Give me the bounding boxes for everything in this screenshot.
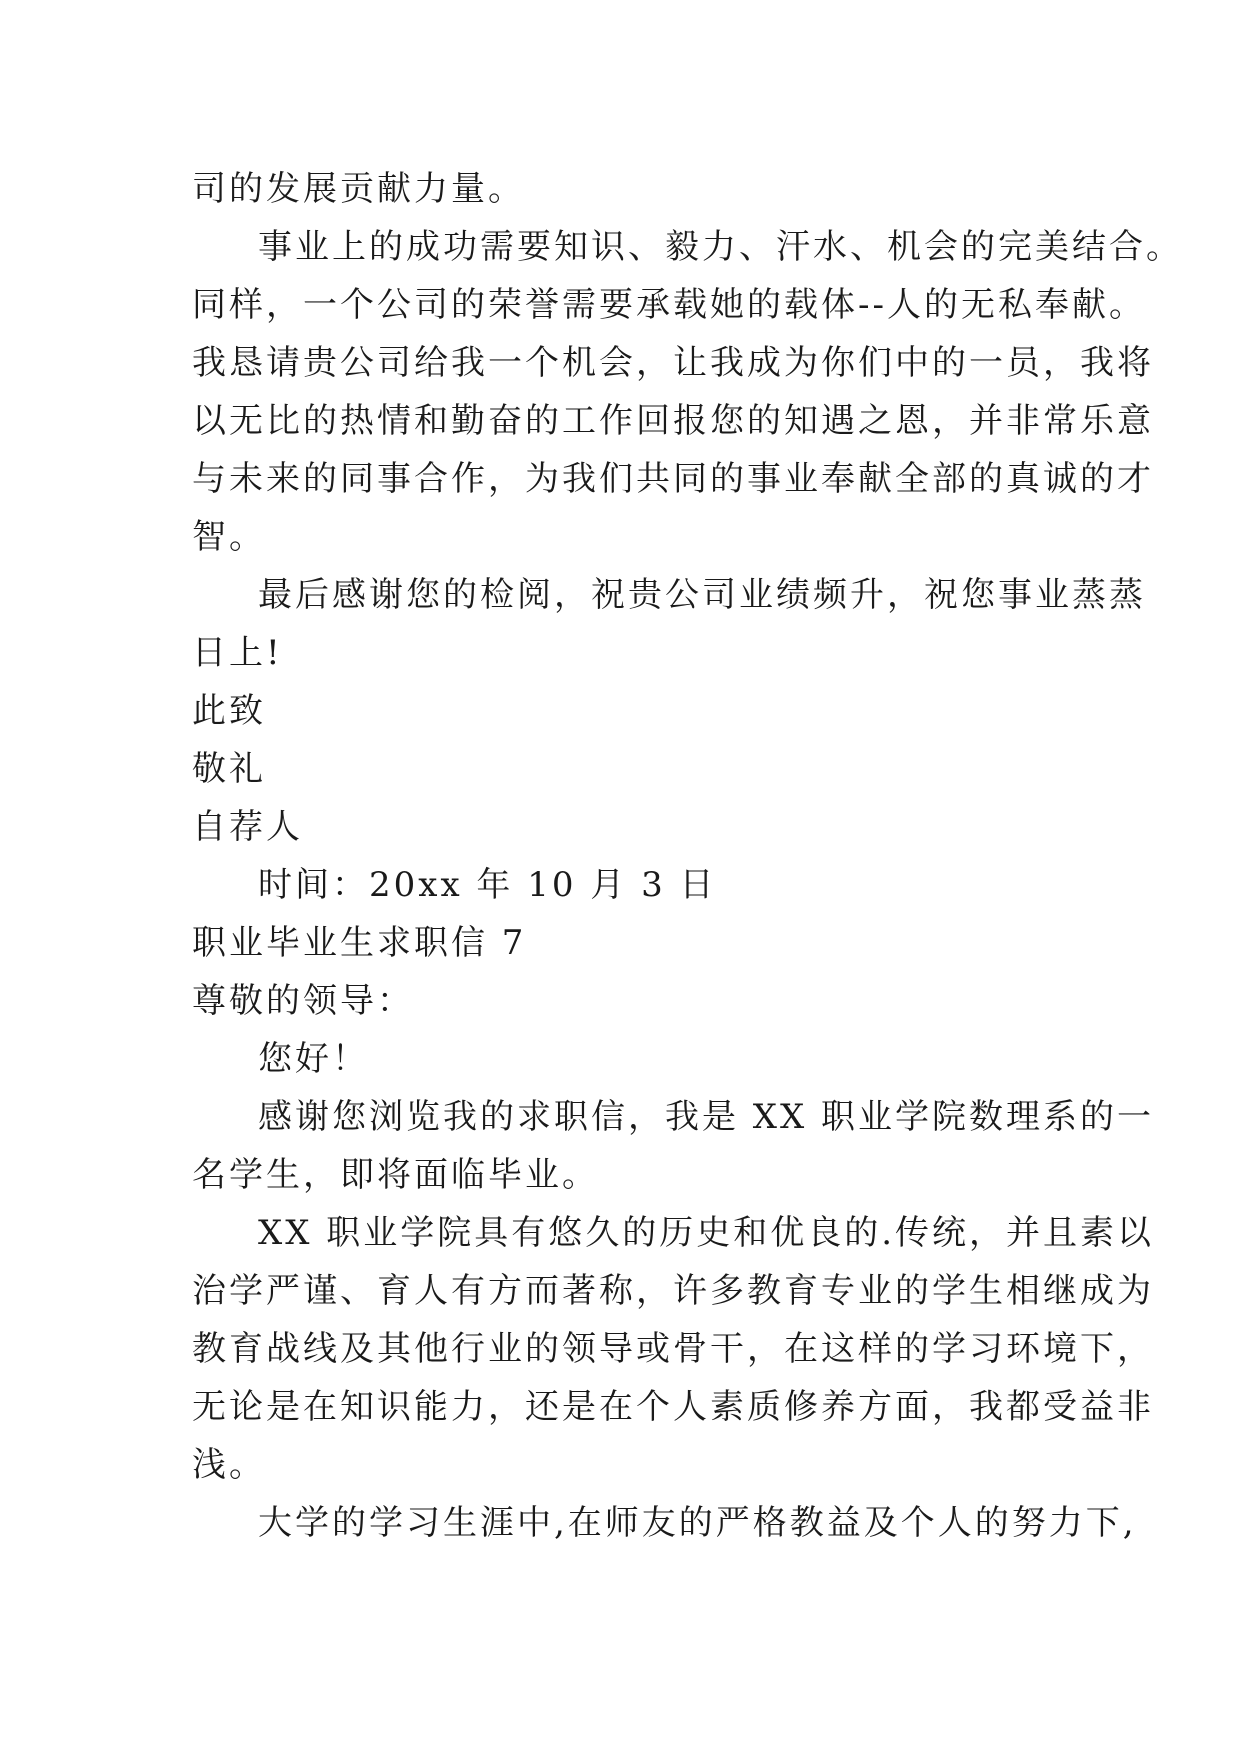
body-line: 无论是在知识能力，还是在个人素质修养方面，我都受益非 — [192, 1387, 1154, 1427]
body-line: 以无比的热情和勤奋的工作回报您的知遇之恩，并非常乐意 — [192, 401, 1154, 441]
body-line: 感谢您浏览我的求职信，我是 XX 职业学院数理系的一 — [258, 1097, 1155, 1137]
body-line: 与未来的同事合作，为我们共同的事业奉献全部的真诚的才 — [192, 459, 1154, 499]
body-line: 治学严谨、育人有方而著称，许多教育专业的学生相继成为 — [192, 1271, 1154, 1311]
closing-line: 此致 — [192, 691, 266, 731]
body-line: XX 职业学院具有悠久的历史和优良的.传统，并且素以 — [258, 1213, 1155, 1253]
letter-body — [192, 160, 1183, 1552]
body-line: 同样，一个公司的荣誉需要承载她的载体--人的无私奉献。 — [192, 285, 1146, 325]
body-line: 名学生，即将面临毕业。 — [192, 1155, 599, 1195]
signature-label: 自荐人 — [192, 807, 303, 847]
body-line: 司的发展贡献力量。 — [192, 169, 525, 209]
closing-line: 敬礼 — [192, 749, 266, 789]
greeting: 您好！ — [258, 1039, 369, 1079]
date-line: 时间：20xx 年 10 月 3 日 — [258, 865, 717, 905]
body-line: 最后感谢您的检阅，祝贵公司业绩频升，祝您事业蒸蒸 — [258, 575, 1146, 615]
body-line: 我恳请贵公司给我一个机会，让我成为你们中的一员，我将 — [192, 343, 1154, 383]
body-line: 大学的学习生涯中,在师友的严格教益及个人的努力下, — [258, 1503, 1137, 1543]
body-line: 事业上的成功需要知识、毅力、汗水、机会的完美结合。 — [258, 227, 1183, 267]
body-line: 浅。 — [192, 1445, 266, 1485]
salutation: 尊敬的领导： — [192, 981, 414, 1021]
body-line: 智。 — [192, 517, 266, 557]
body-line: 日上! — [192, 633, 283, 673]
body-line: 教育战线及其他行业的领导或骨干，在这样的学习环境下， — [192, 1329, 1154, 1369]
section-title: 职业毕业生求职信 7 — [192, 923, 527, 963]
